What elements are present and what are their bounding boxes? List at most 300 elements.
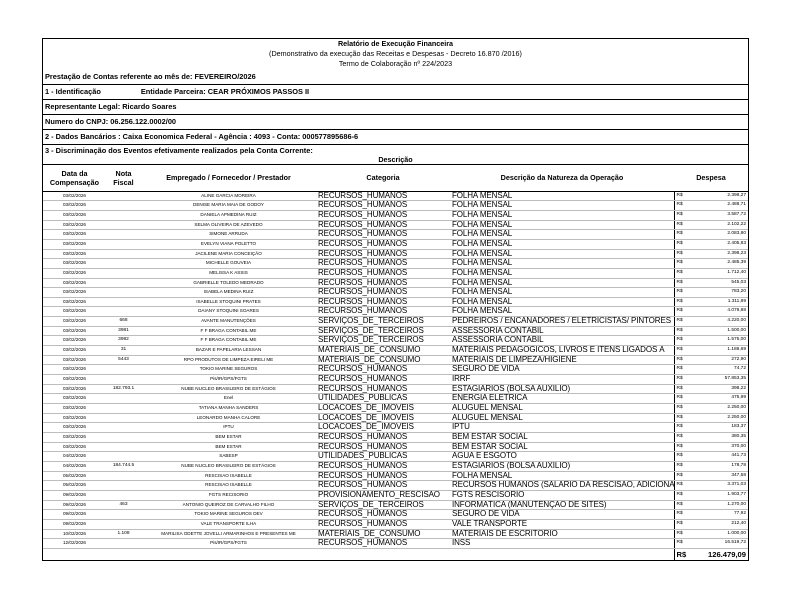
supplier-cell: EVELYN VIANA POLETTO: [141, 239, 316, 249]
nota-cell: [106, 288, 141, 298]
nature-cell: VALE TRANSPORTE: [450, 519, 674, 529]
nature-cell: FOLHA MENSAL: [450, 220, 674, 230]
table-row: [43, 481, 748, 491]
date-cell: 10/02/2026: [43, 529, 106, 539]
value-cell: 1.575,00: [697, 336, 748, 346]
value-cell: 2.488,71: [697, 201, 748, 211]
supplier-cell: ISABELLE STOQUINI PRATES: [141, 297, 316, 307]
nature-cell: FOLHA MENSAL: [450, 297, 674, 307]
currency-cell: R$: [674, 461, 697, 471]
table-row: [43, 201, 748, 211]
category-cell: RECURSOS_HUMANOS: [316, 375, 450, 385]
currency-cell: R$: [674, 442, 697, 452]
date-cell: 03/02/2026: [43, 413, 106, 423]
supplier-cell: MICHELLE GOUVEIA: [141, 259, 316, 269]
table-row: [43, 471, 748, 481]
supplier-cell: JACILENE MARIA CONCEIÇÃO: [141, 249, 316, 259]
value-cell: 347,58: [697, 471, 748, 481]
date-cell: 03/02/2026: [43, 288, 106, 298]
value-cell: 77,92: [697, 510, 748, 520]
value-cell: 783,20: [697, 288, 748, 298]
currency-cell: R$: [674, 471, 697, 481]
nota-cell: [106, 490, 141, 500]
col-natureza: Descrição da Natureza da Operação: [450, 164, 674, 191]
currency-cell: R$: [674, 490, 697, 500]
table-row: [43, 355, 748, 365]
nota-cell: 668: [106, 317, 141, 327]
report-subtitle: (Demonstrativo da execução das Receitas e Despesas - Decreto 16.870 /2016): [269, 49, 522, 59]
nota-cell: [106, 471, 141, 481]
value-cell: 1.500,00: [697, 326, 748, 336]
currency-cell: R$: [674, 201, 697, 211]
report-title: Relatório de Execução Financeira: [337, 39, 454, 48]
nature-cell: ALUGUEL MENSAL: [450, 413, 674, 423]
nature-cell: INSS: [450, 539, 674, 549]
currency-cell: R$: [674, 500, 697, 510]
value-cell: 2.405,83: [697, 239, 748, 249]
supplier-cell: RPO PRODUTOS DE LIMPEZA EIRELI ME: [141, 355, 316, 365]
nota-cell: [106, 375, 141, 385]
nature-cell: MATERIAIS PEDAGÓGICOS, LIVROS E ITENS LIGADOS À: [450, 346, 674, 356]
currency-cell: R$: [674, 519, 697, 529]
nota-cell: 184.744.5: [106, 461, 141, 471]
nota-cell: [106, 394, 141, 404]
category-cell: RECURSOS_HUMANOS: [316, 268, 450, 278]
supplier-cell: MARILISA ODETTE JOVELLI ARMARINHOS E PRESENTES ME: [141, 529, 316, 539]
nota-cell: [106, 220, 141, 230]
currency-cell: R$: [674, 452, 697, 462]
category-cell: RECURSOS_HUMANOS: [316, 249, 450, 259]
supplier-cell: IPTU: [141, 423, 316, 433]
nature-cell: FOLHA MENSAL: [450, 278, 674, 288]
nota-cell: [106, 278, 141, 288]
date-cell: 03/02/2026: [43, 297, 106, 307]
category-cell: MATERIAIS_DE_CONSUMO: [316, 529, 450, 539]
col-despesa: Despesa: [674, 164, 748, 191]
table-row: [43, 210, 748, 220]
nature-cell: FOLHA MENSAL: [450, 288, 674, 298]
nature-cell: PEDREIROS / ENCANADORES / ELETRICISTAS/ PINTORES: [450, 317, 674, 327]
currency-cell: R$: [674, 413, 697, 423]
category-cell: SERVIÇOS_DE_TERCEIROS: [316, 500, 450, 510]
nota-cell: [106, 510, 141, 520]
date-cell: 03/02/2026: [43, 404, 106, 414]
currency-cell: R$: [674, 355, 697, 365]
supplier-cell: RESCISAO ISABELLE: [141, 471, 316, 481]
date-cell: 03/02/2026: [43, 249, 106, 259]
col-nota: Nota Fiscal: [106, 164, 141, 191]
currency-cell: R$: [674, 384, 697, 394]
value-cell: 57.853,35: [697, 375, 748, 385]
nature-cell: ALUGUEL MENSAL: [450, 404, 674, 414]
discriminacao-line: 3 - Discriminação dos Eventos efetivamente realizados pela Conta Corrente:: [43, 144, 748, 155]
currency-cell: R$: [674, 423, 697, 433]
currency-cell: R$: [674, 326, 697, 336]
category-cell: RECURSOS_HUMANOS: [316, 539, 450, 549]
nature-cell: FOLHA MENSAL: [450, 201, 674, 211]
total-row: [43, 548, 748, 560]
category-cell: RECURSOS_HUMANOS: [316, 278, 450, 288]
table-row: [43, 191, 748, 201]
value-cell: 1.270,00: [697, 500, 748, 510]
date-cell: 03/02/2026: [43, 433, 106, 443]
prestacao-line: Prestação de Contas referente ao mês de: FEVEREIRO/2026: [45, 71, 256, 81]
table-row: [43, 404, 748, 414]
value-cell: 2.398,27: [697, 191, 748, 201]
value-cell: 2.102,22: [697, 220, 748, 230]
value-cell: 2.398,23: [697, 249, 748, 259]
category-cell: RECURSOS_HUMANOS: [316, 461, 450, 471]
table-row: [43, 423, 748, 433]
table-row: [43, 413, 748, 423]
supplier-cell: LEONARDO MANHA CALORE: [141, 413, 316, 423]
supplier-cell: AVANTE MANUTENÇÕES: [141, 317, 316, 327]
total-value: 126.479,09: [697, 548, 748, 560]
currency-cell: R$: [674, 288, 697, 298]
category-cell: MATERIAIS_DE_CONSUMO: [316, 355, 450, 365]
supplier-cell: Pis/IR/GPS/FGTS: [141, 539, 316, 549]
nota-cell: [106, 239, 141, 249]
supplier-cell: NUBE NUCLEO BRASILEIRO DE ESTÁGIOS: [141, 384, 316, 394]
table-row: [43, 239, 748, 249]
supplier-cell: ANTONIO QUEIROZ DE CARVALHO FILHO: [141, 500, 316, 510]
category-cell: SERVIÇOS_DE_TERCEIROS: [316, 336, 450, 346]
supplier-cell: RESCISAO ISABELLE: [141, 481, 316, 491]
currency-cell: R$: [674, 433, 697, 443]
category-cell: SERVIÇOS_DE_TERCEIROS: [316, 317, 450, 327]
currency-cell: R$: [674, 239, 697, 249]
nota-cell: [106, 259, 141, 269]
nature-cell: BEM ESTAR SOCIAL: [450, 433, 674, 443]
supplier-cell: F F BRAGA CONTABIL ME: [141, 326, 316, 336]
category-cell: UTILIDADES_PUBLICAS: [316, 452, 450, 462]
total-currency: R$: [674, 548, 697, 560]
currency-cell: R$: [674, 278, 697, 288]
category-cell: RECURSOS_HUMANOS: [316, 191, 450, 201]
table-row: [43, 375, 748, 385]
table-row: [43, 336, 748, 346]
nota-cell: 182.793.1: [106, 384, 141, 394]
category-cell: LOCACOES_DE_IMOVEIS: [316, 404, 450, 414]
nota-cell: [106, 423, 141, 433]
nota-cell: [106, 191, 141, 201]
date-cell: 03/02/2026: [43, 230, 106, 240]
nature-cell: FOLHA MENSAL: [450, 471, 674, 481]
nota-cell: [106, 481, 141, 491]
category-cell: LOCACOES_DE_IMOVEIS: [316, 413, 450, 423]
table-row: [43, 529, 748, 539]
supplier-cell: BEM ESTAR: [141, 442, 316, 452]
nature-cell: ESTAGIÁRIOS (BOLSA AUXÍLIO): [450, 384, 674, 394]
nature-cell: FOLHA MENSAL: [450, 191, 674, 201]
col-empregado: Empregado / Fornecedor / Prestador: [141, 164, 316, 191]
value-cell: 475,99: [697, 394, 748, 404]
date-cell: 03/02/2026: [43, 355, 106, 365]
date-cell: 03/02/2026: [43, 220, 106, 230]
cnpj-line: Numero do CNPJ: 06.256.122.0002/00: [43, 114, 748, 129]
date-cell: 03/02/2026: [43, 259, 106, 269]
category-cell: RECURSOS_HUMANOS: [316, 210, 450, 220]
table-row: [43, 365, 748, 375]
value-cell: 178,78: [697, 461, 748, 471]
table-row: [43, 461, 748, 471]
nota-cell: 1.108: [106, 529, 141, 539]
nature-cell: MATERIAIS DE ESCRITÓRIO: [450, 529, 674, 539]
category-cell: RECURSOS_HUMANOS: [316, 433, 450, 443]
nature-cell: ASSESSORIA CONTÁBIL: [450, 336, 674, 346]
nota-cell: [106, 433, 141, 443]
nature-cell: ESTAGIÁRIOS (BOLSA AUXÍLIO): [450, 461, 674, 471]
nature-cell: INFORMÁTICA (MANUTENÇÃO DE SITES): [450, 500, 674, 510]
date-cell: 03/02/2026: [43, 365, 106, 375]
nota-cell: 463: [106, 500, 141, 510]
currency-cell: R$: [674, 191, 697, 201]
supplier-cell: TOKIO MARINE SEGUROS DEV: [141, 510, 316, 520]
value-cell: 16.519,72: [697, 539, 748, 549]
table-row: [43, 452, 748, 462]
nature-cell: BEM ESTAR SOCIAL: [450, 442, 674, 452]
supplier-cell: F F BRAGA CONTABIL ME: [141, 336, 316, 346]
category-cell: MATERIAIS_DE_CONSUMO: [316, 346, 450, 356]
supplier-cell: MELISSA K ASSIS: [141, 268, 316, 278]
value-cell: 74,72: [697, 365, 748, 375]
currency-cell: R$: [674, 336, 697, 346]
supplier-cell: SABESP: [141, 452, 316, 462]
category-cell: RECURSOS_HUMANOS: [316, 471, 450, 481]
currency-cell: R$: [674, 317, 697, 327]
supplier-cell: DENISE MARIA MAIA DE GODOY: [141, 201, 316, 211]
report-header: [43, 39, 748, 70]
category-cell: RECURSOS_HUMANOS: [316, 442, 450, 452]
date-cell: 03/02/2026: [43, 442, 106, 452]
supplier-cell: Pis/IR/GPS/FGTS: [141, 375, 316, 385]
nature-cell: ASSESSORIA CONTÁBIL: [450, 326, 674, 336]
date-cell: 03/02/2026: [43, 201, 106, 211]
value-cell: 4.220,00: [697, 317, 748, 327]
date-cell: 03/02/2026: [43, 239, 106, 249]
supplier-cell: BAZAR E PAPELARIA LESSAN: [141, 346, 316, 356]
table-row: [43, 539, 748, 549]
value-cell: 380,35: [697, 433, 748, 443]
date-cell: 03/02/2026: [43, 210, 106, 220]
currency-cell: R$: [674, 220, 697, 230]
currency-cell: R$: [674, 297, 697, 307]
value-cell: 2.485,39: [697, 259, 748, 269]
representante-line: Representante Legal: Ricardo Soares: [43, 99, 748, 114]
nota-cell: [106, 365, 141, 375]
category-cell: PROVISIONAMENTO_RESCISAO: [316, 490, 450, 500]
nota-cell: [106, 413, 141, 423]
currency-cell: R$: [674, 529, 697, 539]
date-cell: 03/02/2026: [43, 423, 106, 433]
supplier-cell: TOKIO MARINE SEGUROS: [141, 365, 316, 375]
category-cell: SERVIÇOS_DE_TERCEIROS: [316, 326, 450, 336]
nota-cell: [106, 452, 141, 462]
supplier-cell: ISABELA MEDINA RUIZ: [141, 288, 316, 298]
table-row: [43, 220, 748, 230]
table-row: [43, 510, 748, 520]
category-cell: RECURSOS_HUMANOS: [316, 288, 450, 298]
currency-cell: R$: [674, 249, 697, 259]
nature-cell: FOLHA MENSAL: [450, 259, 674, 269]
financial-report-sheet: [42, 38, 749, 561]
date-cell: 03/02/2026: [43, 375, 106, 385]
table-row: [43, 259, 748, 269]
value-cell: 2.250,00: [697, 413, 748, 423]
currency-cell: R$: [674, 346, 697, 356]
value-cell: 183,37: [697, 423, 748, 433]
date-cell: 03/02/2026: [43, 384, 106, 394]
table-row: [43, 249, 748, 259]
value-cell: 1.311,89: [697, 297, 748, 307]
table-row: [43, 346, 748, 356]
table-header-row: [43, 164, 748, 191]
date-cell: 03/02/2026: [43, 278, 106, 288]
category-cell: RECURSOS_HUMANOS: [316, 220, 450, 230]
supplier-cell: SIMONE ARRUDA: [141, 230, 316, 240]
table-row: [43, 268, 748, 278]
supplier-cell: DANIELA APMEDINA RUIZ: [141, 210, 316, 220]
supplier-cell: BEM ESTAR: [141, 433, 316, 443]
category-cell: RECURSOS_HUMANOS: [316, 230, 450, 240]
nota-cell: 3981: [106, 326, 141, 336]
col-data: Data da Compensação: [43, 164, 106, 191]
date-cell: 09/02/2026: [43, 490, 106, 500]
date-cell: 12/02/2026: [43, 539, 106, 549]
nota-cell: [106, 230, 141, 240]
nature-cell: MATERIAIS DE LIMPEZA/HIGIENE: [450, 355, 674, 365]
nota-cell: [106, 307, 141, 317]
supplier-cell: GABRIELLE TOLEDO MEDRADO: [141, 278, 316, 288]
supplier-cell: FGTS RECISORIO: [141, 490, 316, 500]
value-cell: 272,90: [697, 355, 748, 365]
table-row: [43, 307, 748, 317]
table-row: [43, 297, 748, 307]
nature-cell: IPTU: [450, 423, 674, 433]
date-cell: 03/02/2026: [43, 346, 106, 356]
nota-cell: 3982: [106, 336, 141, 346]
nature-cell: FOLHA MENSAL: [450, 268, 674, 278]
currency-cell: R$: [674, 307, 697, 317]
category-cell: RECURSOS_HUMANOS: [316, 510, 450, 520]
category-cell: UTILIDADES_PUBLICAS: [316, 394, 450, 404]
category-cell: RECURSOS_HUMANOS: [316, 481, 450, 491]
table-row: [43, 433, 748, 443]
value-cell: 370,00: [697, 442, 748, 452]
nature-cell: IRRF: [450, 375, 674, 385]
currency-cell: R$: [674, 404, 697, 414]
value-cell: 2.083,80: [697, 230, 748, 240]
nature-cell: FGTS RESCISÓRIO: [450, 490, 674, 500]
date-cell: 03/02/2026: [43, 394, 106, 404]
category-cell: RECURSOS_HUMANOS: [316, 307, 450, 317]
table-row: [43, 394, 748, 404]
category-cell: RECURSOS_HUMANOS: [316, 201, 450, 211]
nature-cell: FOLHA MENSAL: [450, 239, 674, 249]
table-row: [43, 288, 748, 298]
currency-cell: R$: [674, 230, 697, 240]
supplier-cell: ALINE GARCIA MOREIRA: [141, 191, 316, 201]
term-number: Termo de Colaboração nº 224/2023: [338, 59, 453, 69]
date-cell: 09/02/2026: [43, 519, 106, 529]
nature-cell: FOLHA MENSAL: [450, 249, 674, 259]
nature-cell: ENERGIA ELÉTRICA: [450, 394, 674, 404]
table-row: [43, 519, 748, 529]
table-row: [43, 384, 748, 394]
nature-cell: SEGURO DE VIDA: [450, 510, 674, 520]
value-cell: 212,40: [697, 519, 748, 529]
descricao-label: Descrição: [378, 154, 413, 164]
nature-cell: FOLHA MENSAL: [450, 210, 674, 220]
category-cell: RECURSOS_HUMANOS: [316, 259, 450, 269]
nature-cell: RECURSOS HUMANOS (SALÁRIO DA RESCISÃO, ADICIONA: [452, 480, 674, 490]
currency-cell: R$: [674, 394, 697, 404]
date-cell: 04/02/2026: [43, 452, 106, 462]
currency-cell: R$: [674, 210, 697, 220]
category-cell: RECURSOS_HUMANOS: [316, 365, 450, 375]
currency-cell: R$: [674, 510, 697, 520]
nota-cell: [106, 539, 141, 549]
table-row: [43, 442, 748, 452]
category-cell: RECURSOS_HUMANOS: [316, 239, 450, 249]
nota-cell: [106, 519, 141, 529]
events-table: [43, 164, 748, 560]
nature-cell: FOLHA MENSAL: [450, 230, 674, 240]
currency-cell: R$: [674, 539, 697, 549]
currency-cell: R$: [674, 365, 697, 375]
date-cell: 03/02/2026: [43, 336, 106, 346]
identificacao-line: [43, 84, 748, 99]
value-cell: 545,03: [697, 278, 748, 288]
category-cell: RECURSOS_HUMANOS: [316, 519, 450, 529]
date-cell: 03/02/2026: [43, 317, 106, 327]
nature-cell: SEGURO DE VIDA: [450, 365, 674, 375]
nota-cell: [106, 201, 141, 211]
supplier-cell: SELMA OLIVEIRA DE AZEVEDO: [141, 220, 316, 230]
date-cell: 03/02/2026: [43, 307, 106, 317]
bank-data-line: 2 - Dados Bancários : Caixa Economica Federal - Agência : 4093 - Conta: 000577895686-6: [43, 129, 748, 144]
date-cell: 03/02/2026: [43, 268, 106, 278]
identificacao-label: 1 - Identificação: [45, 86, 101, 96]
date-cell: 03/02/2026: [43, 326, 106, 336]
date-cell: 09/02/2026: [43, 510, 106, 520]
supplier-cell: DAIANY STOQUINI SOARES: [141, 307, 316, 317]
value-cell: 398,22: [697, 384, 748, 394]
nota-cell: [106, 297, 141, 307]
value-cell: 3.371,03: [697, 481, 748, 491]
entidade-parceira: Entidade Parceira: CEAR PRÓXIMOS PASSOS II: [140, 86, 310, 96]
currency-cell: R$: [674, 259, 697, 269]
nota-cell: [106, 249, 141, 259]
date-cell: 05/02/2026: [43, 471, 106, 481]
table-row: [43, 500, 748, 510]
table-row: [43, 490, 748, 500]
table-row: [43, 230, 748, 240]
category-cell: RECURSOS_HUMANOS: [316, 297, 450, 307]
supplier-cell: VALE TRANSPORTE ILHA: [141, 519, 316, 529]
nota-cell: [106, 404, 141, 414]
nota-cell: [106, 442, 141, 452]
date-cell: 05/02/2026: [43, 481, 106, 491]
value-cell: 2.250,00: [697, 404, 748, 414]
currency-cell: R$: [674, 481, 697, 491]
value-cell: 3.587,72: [697, 210, 748, 220]
value-cell: 1.903,77: [697, 490, 748, 500]
date-cell: 09/02/2026: [43, 500, 106, 510]
nota-cell: [106, 268, 141, 278]
col-categoria: Categoria: [316, 164, 450, 191]
supplier-cell: TATIANA MANHA SANDERS: [141, 404, 316, 414]
